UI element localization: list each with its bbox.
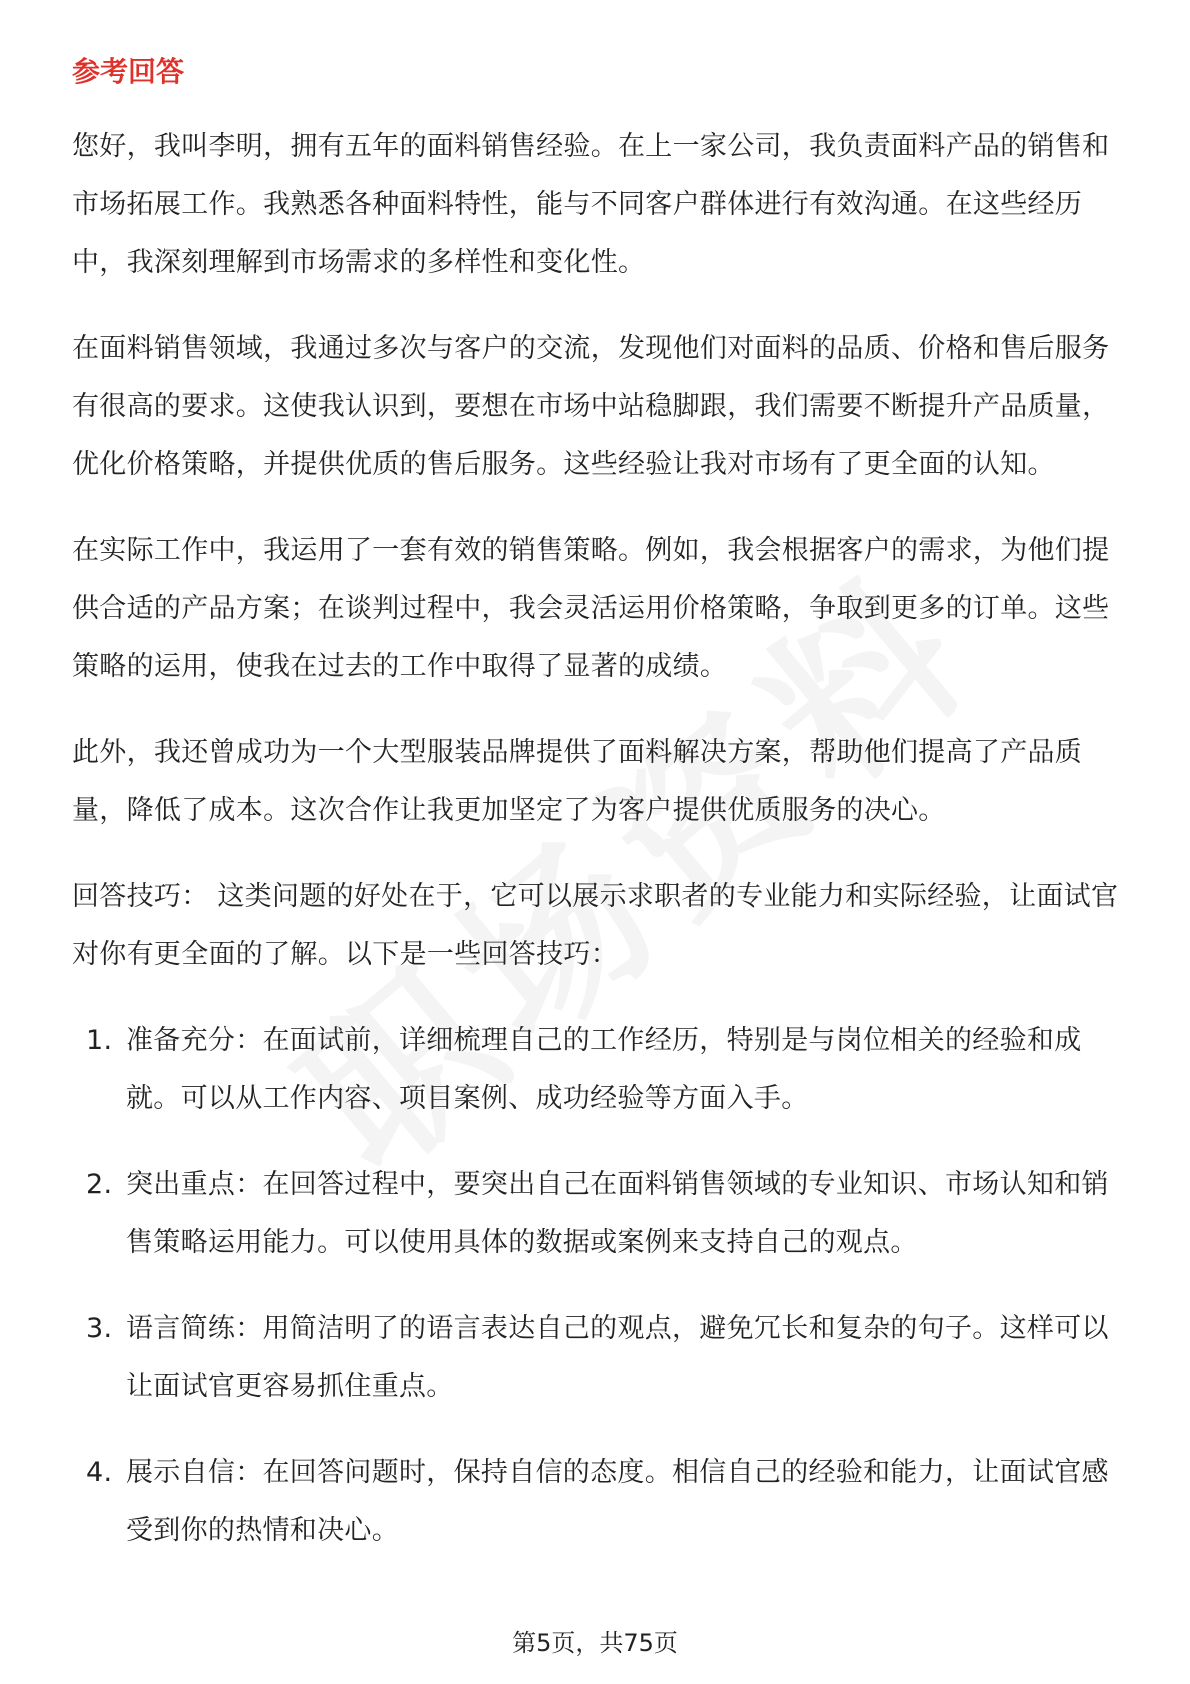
list-item	[72, 1300, 1122, 1416]
paragraph-intro: 您好，我叫李明，拥有五年的面料销售经验。在上一家公司，我负责面料产品的销售和市场拓展工作。我熟悉各种面料特性，能与不同客户群体进行有效沟通。在这些经历中，我深刻理解到市场需求的多样性和变化性。	[72, 131, 1110, 278]
paragraph-tips-intro: 回答技巧： 这类问题的好处在于，它可以展示求职者的专业能力和实际经验，让面试官对你有更全面的了解。以下是一些回答技巧：	[72, 881, 1119, 970]
paragraph-achievement: 此外，我还曾成功为一个大型服装品牌提供了面料解决方案，帮助他们提高了产品质量，降低了成本。这次合作让我更加坚定了为客户提供优质服务的决心。	[72, 737, 1083, 826]
paragraph-market-insight: 在面料销售领域，我通过多次与客户的交流，发现他们对面料的品质、价格和售后服务有很高的要求。这使我认识到，要想在市场中站稳脚跟，我们需要不断提升产品质量，优化价格策略，并提供优质的售后服务。这些经验让我对市场有了更全面的认知。	[72, 333, 1110, 480]
answer-content	[72, 118, 1122, 1588]
list-number: 4.	[86, 1457, 113, 1488]
list-number: 2.	[86, 1169, 113, 1200]
list-item-text: 突出重点：在回答过程中，要突出自己在面料销售领域的专业知识、市场认知和销售策略运用能力。可以使用具体的数据或案例来支持自己的观点。	[126, 1169, 1109, 1258]
list-item-text: 语言简练：用简洁明了的语言表达自己的观点，避免冗长和复杂的句子。这样可以让面试官更容易抓住重点。	[126, 1313, 1109, 1402]
list-item-text: 准备充分：在面试前，详细梳理自己的工作经历，特别是与岗位相关的经验和成就。可以从工作内容、项目案例、成功经验等方面入手。	[126, 1025, 1082, 1114]
section-title: 参考回答	[72, 55, 185, 88]
page-number: 第5页，共75页	[512, 1629, 678, 1657]
tips-list	[72, 1012, 1122, 1560]
list-item	[72, 1012, 1122, 1128]
paragraph-sales-strategy: 在实际工作中，我运用了一套有效的销售策略。例如，我会根据客户的需求，为他们提供合适的产品方案；在谈判过程中，我会灵活运用价格策略，争取到更多的订单。这些策略的运用，使我在过去的工作中取得了显著的成绩。	[72, 535, 1110, 682]
list-item-text: 展示自信：在回答问题时，保持自信的态度。相信自己的经验和能力，让面试官感受到你的热情和决心。	[126, 1457, 1109, 1546]
list-item	[72, 1156, 1122, 1272]
list-item	[72, 1444, 1122, 1560]
list-number: 1.	[86, 1025, 113, 1056]
list-number: 3.	[86, 1313, 113, 1344]
